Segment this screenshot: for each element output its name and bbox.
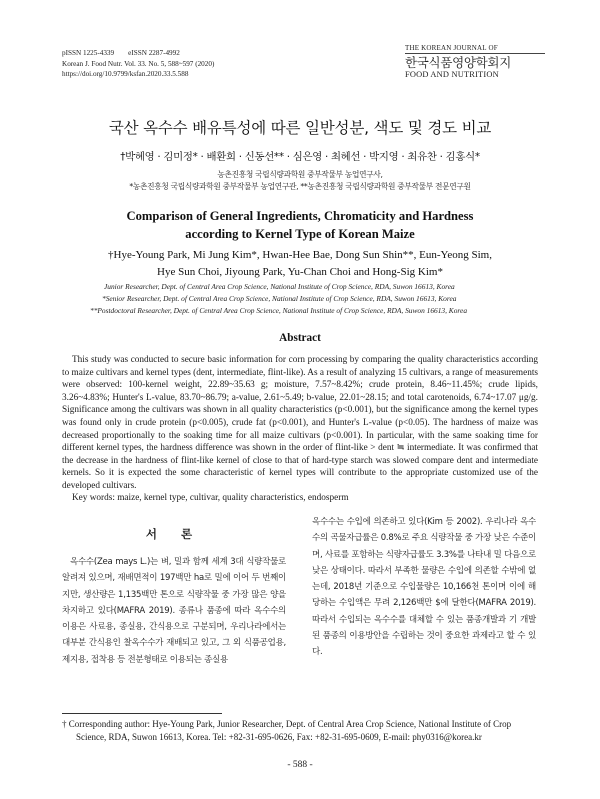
keywords: Key words: maize, kernel type, cultivar, quality characteristics, endosperm xyxy=(72,493,349,503)
intro-right-column xyxy=(312,514,536,661)
intro-right-text: 옥수수는 수입에 의존하고 있다(Kim 등 2002). 우리나라 옥수수의 곡물자급률은 0.8%로 주요 식량작물 중 가장 낮은 수준이며, 사료를 포함하는 식량자급률도 3.3%를 나타내 밀 다음으로 낮은 상태이다. 따라서 부족한 물량은 수입에 의존할 수밖에 없는데, 2018년 기준으로 수입물량은 10,166천 톤이며 이에 해당하는 수입액은 무려 2,126백만 $에 달한다(MAFRA 2019). 따라서 수입되는 옥수수를 대체할 수 있는 품종개발과 기 개발된 품종의 이용방안을 수립하는 것이 중요한 과제라고 할 수 있다. xyxy=(312,517,536,658)
issn-online: eISSN 2287-4992 xyxy=(128,49,180,57)
intro-left-text: 옥수수(Zea mays L.)는 벼, 밀과 함께 세계 3대 식량작물로 알려져 있으며, 재배면적이 197백만 ha로 밀에 이어 두 번째이지만, 생산량은 1,135백만 톤으로 식량작물 중 가장 많은 양을 차지하고 있다(MAFRA 2019). 종류나 품종에 따라 옥수수의 이용은 사료용, 종실용, 간식용으로 구분되며, 우리나라에서는 대부분 간식용인 찰옥수수가 재배되고 있고, 그 외 식품공업용, 제지용, 접착용 등 전분형태로 이용되는 종실용 xyxy=(62,557,286,665)
abstract-body xyxy=(62,354,538,493)
corresponding-author-footnote xyxy=(62,718,540,744)
journal-name-kr: 한국식품영양학회지 xyxy=(405,55,511,70)
abstract-heading: Abstract xyxy=(279,332,321,344)
footnote-line-1: † Corresponding author: Hye-Young Park, Junior Researcher, Dept. of Central Area Crop Science, National Institute of Crop xyxy=(62,719,512,729)
page-number: - 588 - xyxy=(287,760,313,770)
authors-english-line-1: †Hye-Young Park, Mi Jung Kim*, Hwan-Hee Bae, Dong Sun Shin**, Eun-Yeong Sim, xyxy=(108,249,492,261)
affiliation-korean-2: *농촌진흥청 국립식량과학원 중부작물부 농업연구관, **농촌진흥청 국립식량과학원 중부작물부 전문연구원 xyxy=(129,182,471,191)
affiliation-korean-1: 농촌진흥청 국립식량과학원 중부작물부 농업연구사, xyxy=(217,170,383,179)
journal-citation: Korean J. Food Nutr. Vol. 33. No. 5, 588~597 (2020) xyxy=(62,59,215,68)
title-english-line-1: Comparison of General Ingredients, Chromaticity and Hardness xyxy=(126,209,474,223)
abstract-text: This study was conducted to secure basic information for corn processing by comparing the quality characteristics according to maize cultivars and kernel types (dent, intermediate, flint-like). As a result of analyzing 15 cultivars, a range of measurements were observed: 100-kernel weight, 22.89~35.63 g; moisture, 7.57~8.42%; crude protein, 8.46~11.45%; crude lipids, 3.26~4.83%; Hunter's L-value, 83.70~86.79; a-value, 2.61~5.49; b-value, 22.01~28.15; and total carotenoids, 6.74~17.07 μg/g. Significance among the cultivars was shown in all quality characteristics (p<0.001), but the significance among the kernel types was found only in crude protein (p<0.005), crude fat (p<0.001), and Hunter's L-value (p<0.05). The hardness of maize was decreased proportionally to the soaking time for all maize cultivars (p<0.001). In particular, with the same soaking time for different kernel types, the hardness difference was shown in the order of flint-like > dent ≒ intermediate. It was confirmed that the decrease in the hardness of flint-like kernel of close to that of hard-type starch was slowed compare dent and intermediate kernels. So it is expected the some characteristic of kernel types will contribute to the appropriate customized use of the developed cultivars. xyxy=(62,355,538,491)
affiliation-english-2: *Senior Researcher, Dept. of Central Area Crop Science, National Institute of Crop Science, RDA, Suwon 16613, Korea xyxy=(102,294,457,303)
journal-logo xyxy=(405,44,545,79)
footnote-divider xyxy=(62,713,222,714)
footnote-line-2: Science, RDA, Suwon 16613, Korea. Tel: +82-31-695-0626, Fax: +82-31-695-0609, E-mail: phy0316@korea.kr xyxy=(76,732,482,743)
title-korean: 국산 옥수수 배유특성에 따른 일반성분, 색도 및 경도 비교 xyxy=(108,119,492,137)
affiliation-english-1: Junior Researcher, Dept. of Central Area Crop Science, National Institute of Crop Science, RDA, Suwon 16613, Korea xyxy=(104,282,455,291)
doi-link[interactable]: https://doi.org/10.9799/ksfan.2020.33.5.588 xyxy=(62,70,189,78)
affiliation-english-3: **Postdoctoral Researcher, Dept. of Central Area Crop Science, National Institute of Crop Science, RDA, Suwon 16613, Korea xyxy=(90,306,468,315)
intro-left-column xyxy=(62,512,286,668)
journal-name-en-bottom: FOOD AND NUTRITION xyxy=(405,70,499,79)
intro-heading: 서 론 xyxy=(145,527,203,541)
citation-block xyxy=(62,48,214,80)
authors-english-line-2: Hye Sun Choi, Jiyoung Park, Yu-Chan Choi and Hong-Sig Kim* xyxy=(157,266,443,278)
title-english-line-2: according to Kernel Type of Korean Maize xyxy=(185,227,415,241)
issn-print: pISSN 1225-4339 xyxy=(62,49,115,57)
journal-name-en-top: THE KOREAN JOURNAL OF xyxy=(405,44,498,52)
journal-rule xyxy=(405,53,545,54)
authors-korean: †박혜영 · 김미정* · 배환희 · 신동선** · 심은영 · 최혜선 · 박지영 · 최유찬 · 김홍식* xyxy=(120,151,480,163)
